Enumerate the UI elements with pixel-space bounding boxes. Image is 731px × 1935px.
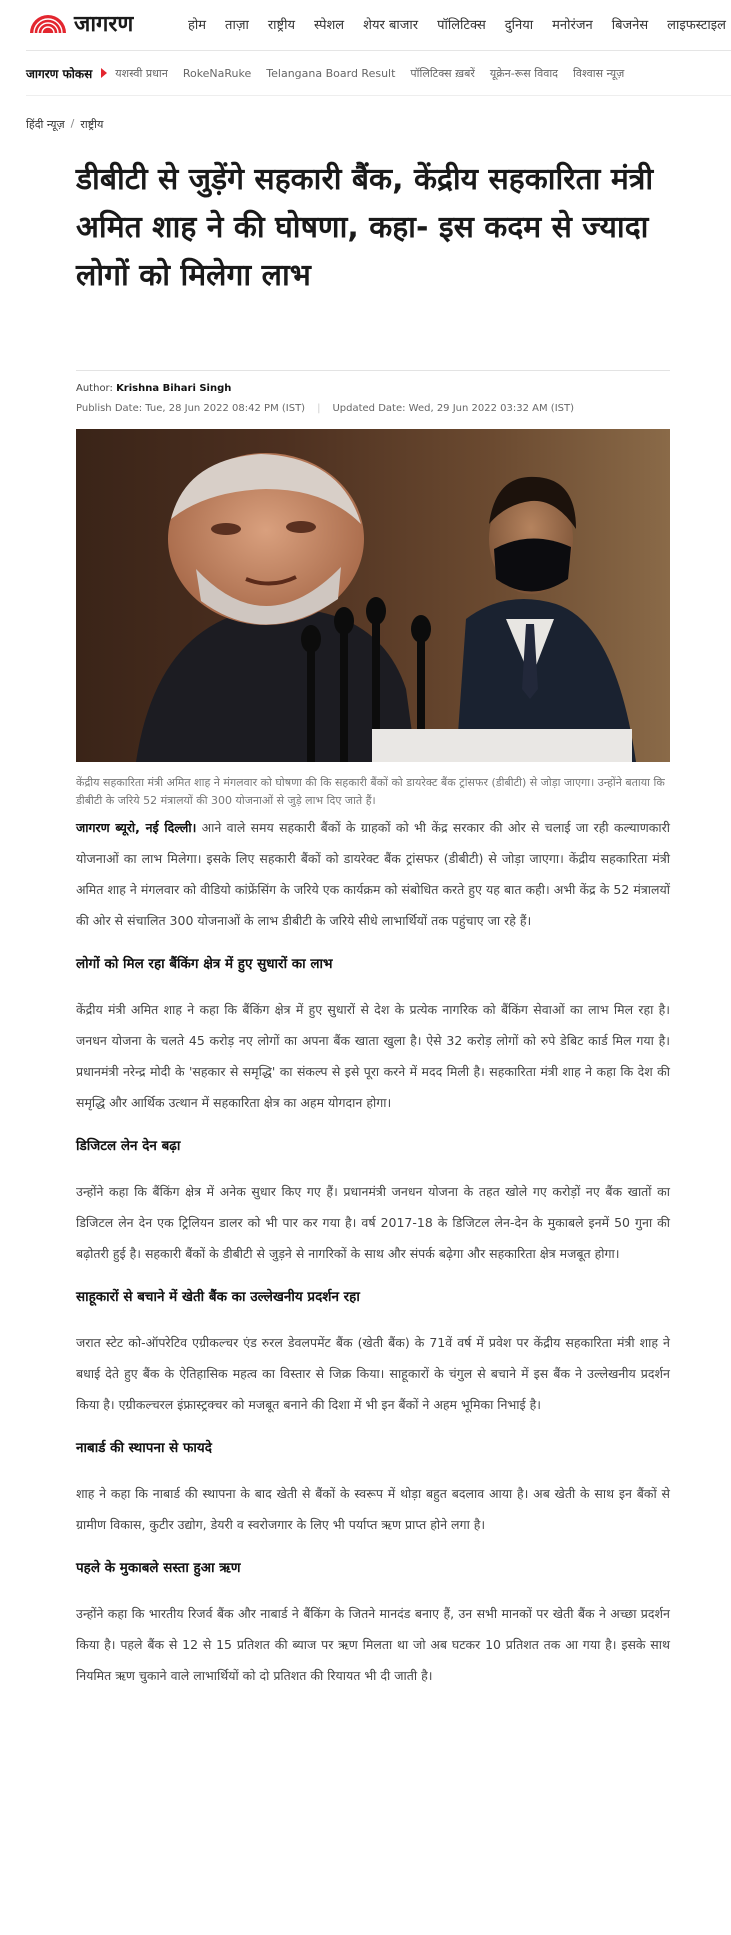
site-logo[interactable] xyxy=(28,10,133,36)
focus-title: जागरण फोकस xyxy=(26,66,93,81)
focus-item[interactable]: RokeNaRuke xyxy=(182,66,252,80)
dateline: जागरण ब्यूरो, नई दिल्ली। xyxy=(76,820,197,835)
breadcrumb-home[interactable]: हिंदी न्यूज़ xyxy=(26,118,65,131)
paragraph-text: आने वाले समय सहकारी बैंकों के ग्राहकों को भी केंद्र सरकार की ओर से चलाई जा रही कल्याणकारी योजनाओं का लाभ मिलेगा। इसके लिए सहकारी बैंकों को डायरेक्ट बैंक ट्रांसफर (डीबीटी) से जोड़ा जाएगा। केंद्रीय सहकारिता मंत्री अमित शाह ने मंगलवार को वीडियो कांफ्रेंसिंग के जरिये एक कार्यक्रम को संबोधित करते हुए यह बात कही। अभी केंद्र के 52 मंत्रालयों की ओर से संचालित 300 योजनाओं के लाभ डीबीटी के जरिये सीधे लाभार्थियों तक पहुंचाए जा रहे हैं। xyxy=(76,820,670,928)
focus-item[interactable]: यशस्वी प्रधान xyxy=(115,66,168,80)
author-label: Author: xyxy=(76,383,113,394)
breadcrumb-section[interactable]: राष्ट्रीय xyxy=(80,118,104,131)
focus-bar xyxy=(26,64,639,82)
focus-item[interactable]: यूक्रेन-रूस विवाद xyxy=(489,66,559,80)
photo-illustration xyxy=(76,429,670,762)
nav-item-world[interactable]: दुनिया xyxy=(504,18,534,33)
sun-logo-icon xyxy=(28,12,68,34)
main-menu xyxy=(188,15,731,33)
focus-arrow-icon xyxy=(101,68,107,78)
nav-item-share-market[interactable]: शेयर बाजार xyxy=(363,18,419,33)
nav-item-politics[interactable]: पॉलिटिक्स xyxy=(437,18,486,33)
article-paragraph: शाह ने कहा कि नाबार्ड की स्थापना के बाद खेती से बैंकों के स्वरूप में थोड़ा बहुत बदलाव आया है। अब खेती के साथ इन बैंकों से ग्रामीण विकास, कुटीर उद्योग, डेयरी व स्वरोजगार के लिए भी पर्याप्त ऋण प्राप्त होने लगा है। xyxy=(76,1486,670,1532)
focus-item[interactable]: Telangana Board Result xyxy=(266,66,396,80)
article-paragraph: उन्होंने कहा कि भारतीय रिजर्व बैंक और नाबार्ड ने बैंकिंग के जितने मानदंड बनाए हैं, उन सभी मानकों पर खेती बैंक ने अच्छा प्रदर्शन किया है। पहले बैंक से 12 से 15 प्रतिशत की ब्याज पर ऋण मिलता था जो अब घटकर 10 प्रतिशत तक आ गया है। इसके साथ नियमित ऋण चुकाने वाले लाभार्थियों को दो प्रतिशत की रियायत भी दी जाती है। xyxy=(76,1606,670,1683)
author-name[interactable]: Krishna Bihari Singh xyxy=(116,383,232,394)
article-paragraph: जरात स्टेट को-ऑपरेटिव एग्रीकल्चर एंड रुरल डेवलपमेंट बैंक (खेती बैंक) के 71वें वर्ष में प्रवेश पर केंद्रीय सहकारिता मंत्री शाह ने बधाई देते हुए बैंक के ऐतिहासिक महत्व का विस्तार से जिक्र किया। साहूकारों के चंगुल से बचाने में इस बैंक ने उल्लेखनीय प्रदर्शन किया है। एग्रीकल्चरल इंफ्रास्ट्रक्चर को मजबूत बनाने की दिशा में भी इन बैंकों ने अहम भूमिका निभाई है। xyxy=(76,1335,670,1412)
article-photo[interactable] xyxy=(76,429,670,762)
nav-item-special[interactable]: स्पेशल xyxy=(314,18,345,33)
article-headline: डीबीटी से जुड़ेंगे सहकारी बैंक, केंद्रीय सहकारिता मंत्री अमित शाह ने की घोषणा, कहा- इस कदम से ज्यादा लोगों को मिलेगा लाभ xyxy=(76,162,654,293)
publish-date: Publish Date: Tue, 28 Jun 2022 08:42 PM (IST) xyxy=(76,403,306,414)
article-paragraph: केंद्रीय मंत्री अमित शाह ने कहा कि बैंकिंग क्षेत्र में हुए सुधारों से देश के प्रत्येक नागरिक को बैंकिंग सेवाओं का लाभ मिल रहा है। जनधन योजना के चलते 45 करोड़ नए लोगों का अपना बैंक खाता खुला है। ऐसे 32 करोड़ लोगों को रुपे डेबिट कार्ड मिल गया है। प्रधानमंत्री नरेन्द्र मोदी के 'सहकार से समृद्धि' का संकल्प से इसे पूरा करने में मदद मिली है। सहकारिता मंत्री शाह ने कहा कि देश की समृद्धि और आर्थिक उत्थान में सहकारिता क्षेत्र का अहम योगदान होगा। xyxy=(76,1002,670,1110)
focus-item[interactable]: विश्वास न्यूज़ xyxy=(573,66,625,80)
article-dates xyxy=(76,403,574,414)
article-paragraph xyxy=(76,812,670,936)
nav-divider xyxy=(26,50,731,51)
article-subheading: लोगों को मिल रहा बैंकिंग क्षेत्र में हुए सुधारों का लाभ xyxy=(76,956,333,972)
breadcrumb-separator: / xyxy=(70,117,75,130)
date-separator: | xyxy=(317,403,321,414)
nav-item-lifestyle[interactable]: लाइफस्टाइल xyxy=(667,18,726,33)
top-navigation xyxy=(0,0,731,46)
headline-divider xyxy=(76,370,670,371)
article-subheading: डिजिटल लेन देन बढ़ा xyxy=(76,1138,181,1154)
logo-wordmark: जागरण xyxy=(74,12,134,37)
article-subheading: साहूकारों से बचाने में खेती बैंक का उल्लेखनीय प्रदर्शन रहा xyxy=(76,1289,360,1305)
article-subheading: पहले के मुकाबले सस्ता हुआ ऋण xyxy=(76,1560,241,1576)
focus-divider xyxy=(26,95,731,96)
article-body xyxy=(76,812,670,1703)
article-subheading: नाबार्ड की स्थापना से फायदे xyxy=(76,1440,212,1456)
author-line xyxy=(76,383,231,394)
nav-item-home[interactable]: होम xyxy=(188,18,207,33)
nav-item-entertainment[interactable]: मनोरंजन xyxy=(552,18,593,33)
nav-item-national[interactable]: राष्ट्रीय xyxy=(267,18,296,33)
focus-item[interactable]: पॉलिटिक्स ख़बरें xyxy=(410,66,475,80)
nav-item-business[interactable]: बिजनेस xyxy=(611,18,649,33)
breadcrumb xyxy=(26,117,103,132)
updated-date: Updated Date: Wed, 29 Jun 2022 03:32 AM (IST) xyxy=(332,403,575,414)
nav-item-latest[interactable]: ताज़ा xyxy=(225,18,249,33)
photo-caption: केंद्रीय सहकारिता मंत्री अमित शाह ने मंगलवार को घोषणा की कि सहकारी बैंकों को डायरेक्ट बैंक ट्रांसफर (डीबीटी) से जोड़ा जाएगा। उन्होंने बताया कि डीबीटी के जरिये 52 मंत्रालयों की 300 योजनाओं से जुड़े लाभ दिए जाते हैं। xyxy=(76,776,665,807)
article-paragraph: उन्होंने कहा कि बैंकिंग क्षेत्र में अनेक सुधार किए गए हैं। प्रधानमंत्री जनधन योजना के तहत खोले गए करोड़ों नए बैंक खातों का डिजिटल लेन देन एक ट्रिलियन डालर को भी पार कर गया है। वर्ष 2017-18 के डिजिटल लेन-देन के मुकाबले इनमें 50 गुना की बढ़ोतरी हुई है। सहकारी बैंकों के डीबीटी से जुड़ने से नागरिकों के साथ और संपर्क बढ़ेगा और सहकारिता क्षेत्र मजबूत होगा। xyxy=(76,1184,670,1261)
